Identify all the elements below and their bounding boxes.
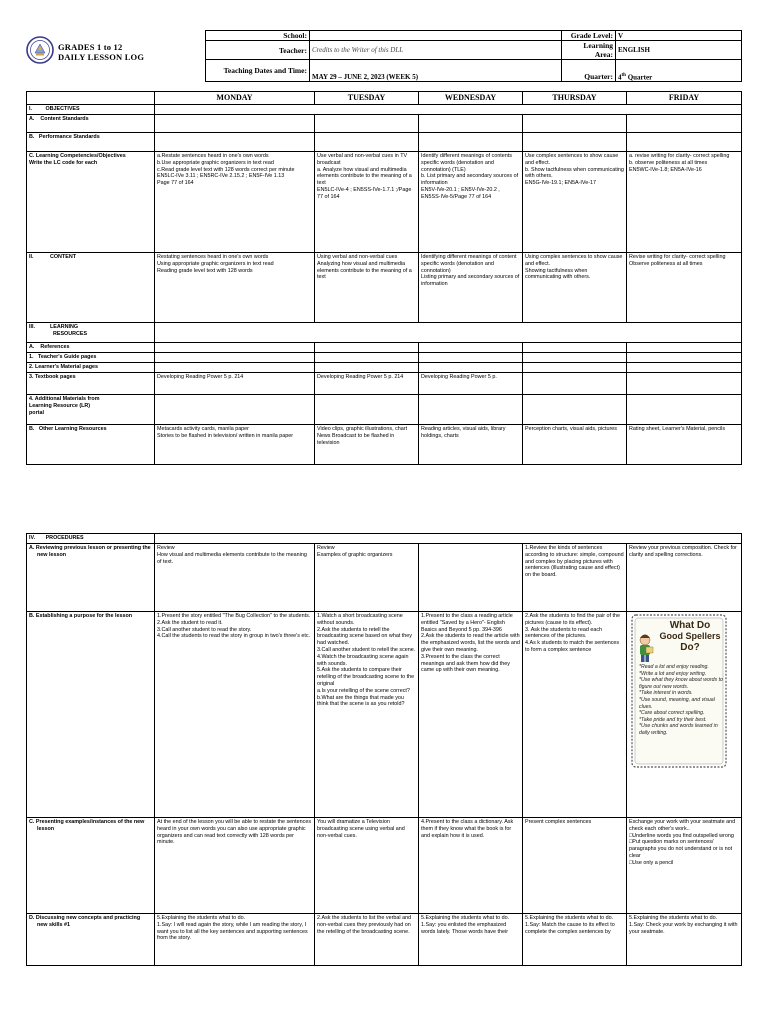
tg-thu	[523, 353, 627, 363]
b-friday	[627, 612, 742, 818]
textbook-pages-label: 3. Textbook pages	[27, 373, 155, 395]
discussing-concepts-label: D. Discussing new concepts and practicing new skills #1	[27, 914, 155, 966]
d-friday: 5.Explaining the students what to do. 1.Say: Check your work by exchanging it with your seatmate.	[627, 914, 742, 966]
c-monday: At the end of the lesson you will be able to restate the sentences heard in your own words you can also use appropriate graphic organizers and can read text correctly with 128 words per minute.	[155, 818, 315, 914]
lm-mon	[155, 363, 315, 373]
quarter-value: 4th Quarter	[616, 60, 742, 82]
teacher-value: Credits to the Writer of this DLL	[310, 41, 562, 60]
grade-value: V	[616, 31, 742, 41]
c-friday: Exchange your work with your seatmate and check each other's work.. □Underline words you find outspelled wrong □Put question marks on sentences/ paragraphs you do not understand or is not clear □Use only a pencil	[627, 818, 742, 914]
a-thursday: 1.Review the kinds of sentences according to structure: simple, compound and complex by placing pictures with sentences (illustrating cause and effect) on the board.	[523, 544, 627, 612]
a-friday: Review your previous composition. Check for clarity and spelling corrections.	[627, 544, 742, 612]
poster-title-2: Good Spellers	[659, 631, 721, 641]
cs-mon	[155, 115, 315, 133]
other-thursday: Perception charts, visual aids, pictures	[523, 425, 627, 465]
tb-tuesday: Developing Reading Power 5 p. 214	[315, 373, 419, 395]
content-wednesday: Identifying different meanings of content specific words (denotation and connotation) Listing primary and secondary sources of information	[419, 253, 523, 323]
ps-tue	[315, 133, 419, 152]
lm-thu	[523, 363, 627, 373]
day-header-wednesday: WEDNESDAY	[419, 92, 523, 105]
header-table	[205, 30, 742, 82]
other-resources-label: B. Other Learning Resources	[27, 425, 155, 465]
ps-thu	[523, 133, 627, 152]
ps-mon	[155, 133, 315, 152]
additional-materials-label: 4. Additional Materials from Learning Resource (LR) portal	[27, 395, 155, 425]
ref-wed	[419, 343, 523, 353]
objectives-row	[155, 105, 742, 115]
day-header-thursday: THURSDAY	[523, 92, 627, 105]
poster-item: *Care about correct spelling.	[639, 710, 705, 717]
lc-tuesday: Use verbal and non-verbal cues in TV broadcast a. Analyze how visual and multimedia elements contribute to the meaning of a text EN5LC-IVe-4 ; EN5SS-IVe-1.7.1 ;/Page 77 of 164	[315, 152, 419, 253]
content-tuesday: Using verbal and non-verbal cues Analyzing how visual and multimedia elements contribute to the meaning of a text	[315, 253, 419, 323]
procedures-row	[155, 534, 742, 544]
tb-wednesday: Developing Reading Power 5 p.	[419, 373, 523, 395]
dates-value: MAY 29 – JUNE 2, 2023 (WEEK 5)	[310, 60, 562, 82]
learners-material-label: 2. Learner's Material pages	[27, 363, 155, 373]
other-monday: Metacards activity cards, manila paper Stories to be flashed in television/ written in manila paper	[155, 425, 315, 465]
am-fri	[627, 395, 742, 425]
deped-seal-icon	[26, 36, 54, 64]
c-tuesday: You will dramatize a Television broadcasting scene using verbal and non-verbal cues.	[315, 818, 419, 914]
presenting-examples-label: C. Presenting examples/instances of the new lesson	[27, 818, 155, 914]
b-thursday: 2.Ask the students to find the pair of the pictures (cause to its effect). 3. Ask the students to read each sentences of the pictures. 4.As k students to match the sentences to form a complex sentence	[523, 612, 627, 818]
c-thursday: Present complex sentences	[523, 818, 627, 914]
establishing-purpose-label: B. Establishing a purpose for the lesson	[27, 612, 155, 818]
am-mon	[155, 395, 315, 425]
b-monday: 1.Present the story entitled "The Bug Collection" to the students. 2.Ask the student to read it. 3.Call another student to read the story. 4.Call the students to read the story in group in two's three's etc.	[155, 612, 315, 818]
poster-item: *Read a lot and enjoy reading.	[639, 664, 709, 670]
area-label: Learning Area:	[562, 41, 616, 60]
lm-wed	[419, 363, 523, 373]
lc-monday: a.Restate sentences heard in one's own words b.Use appropriate graphic organizers in text read c.Read grade level text with 128 words correct per minute EN5LC-IVe 3.11 ; EN5RC-IVe 2.15.2 ; EN5F-IVe 1.13 Page 77 of 164	[155, 152, 315, 253]
d-monday: 5.Explaining the students what to do. 1.Say: I will read again the story, while I am reading the story, I want you to list all the key sentences and supporting sentences from the story.	[155, 914, 315, 966]
day-header-monday: MONDAY	[155, 92, 315, 105]
tg-mon	[155, 353, 315, 363]
learning-resources-row	[155, 323, 742, 343]
title-line-2: DAILY LESSON LOG	[58, 52, 145, 62]
other-tuesday: Video clips, graphic illustrations, chart News Broadcast to be flashed in television	[315, 425, 419, 465]
ref-mon	[155, 343, 315, 353]
references-label: A. References	[27, 343, 155, 353]
content-standards-label: A. Content Standards	[27, 115, 155, 133]
poster-item: *Write a lot and enjoy writing.	[639, 670, 707, 677]
good-spellers-poster	[631, 614, 727, 768]
tg-tue	[315, 353, 419, 363]
tg-wed	[419, 353, 523, 363]
other-wednesday: Reading articles, visual aids, library holdings, charts	[419, 425, 523, 465]
lm-fri	[627, 363, 742, 373]
ps-wed	[419, 133, 523, 152]
content-heading: II. CONTENT	[27, 253, 155, 323]
lc-wednesday: Identify different meanings of contents specific words (denotation and connotation) (TLE) b. List primary and secondary sources of information EN5V-IVe-20.1 ; EN5V-IVe-20.2 , EN5SS-IVe-5/Page 77 of 164	[419, 152, 523, 253]
performance-standards-label: B. Performance Standards	[27, 133, 155, 152]
ref-thu	[523, 343, 627, 353]
am-wed	[419, 395, 523, 425]
content-thursday: Using complex sentences to show cause and effect. Showing tactfulness when communicating with others.	[523, 253, 627, 323]
cs-wed	[419, 115, 523, 133]
d-tuesday: 2.Ask the students to list the verbal and non-verbal cues they previously had on the retelling of the broadcasting scene.	[315, 914, 419, 966]
lm-tue	[315, 363, 419, 373]
poster-item: *Take interest in words.	[639, 690, 693, 697]
procedures-heading: IV. PROCEDURES	[27, 534, 155, 544]
lc-friday: a. revise writing for clarity- correct spelling b. observe politeness at all times EN5WC-IVe-1.8; EN5A-IVe-16	[627, 152, 742, 253]
a-wednesday	[419, 544, 523, 612]
lc-thursday: Use complex sentences to show cause and effect. b. Show tactfulness when communicating with others. EN5G-IVe-19.1; EN5A-IVe-17	[523, 152, 627, 253]
day-header-tuesday: TUESDAY	[315, 92, 419, 105]
tb-monday: Developing Reading Power 5 p. 214	[155, 373, 315, 395]
other-friday: Rating sheet, Learner's Material, pencils	[627, 425, 742, 465]
cs-tue	[315, 115, 419, 133]
learning-resources-heading: III. LEARNING RESOURCES	[27, 323, 155, 343]
c-wednesday: 4.Present to the class a dictionary. Ask them if they know what the book is for and explain how it is used.	[419, 818, 523, 914]
deped-logo-block	[26, 34, 206, 68]
tg-fri	[627, 353, 742, 363]
blank-corner	[27, 92, 155, 105]
reviewing-label: A. Reviewing previous lesson or presenting the new lesson	[27, 544, 155, 612]
poster-title-1: What Do	[669, 620, 711, 631]
area-value: ENGLISH	[616, 41, 742, 60]
learning-competencies-label: C. Learning Competencies/Objectives Write the LC code for each	[27, 152, 155, 253]
objectives-heading: I. OBJECTIVES	[27, 105, 155, 115]
poster-item: *Use what they know about words to figure out new words.	[639, 677, 723, 690]
am-tue	[315, 395, 419, 425]
content-friday: Revise writing for clarity- correct spelling Observe politeness at all times	[627, 253, 742, 323]
b-wednesday: 1.Present to the class a reading article entitled "Saved by a Hero"- English Basics and Beyond 5 pp. 394-396 2.Ask the students to read the article with the emphasized words, list the words and give their own meaning. 3.Present to the class the correct meanings and ask them how did they came up with their own meaning.	[419, 612, 523, 818]
a-tuesday: Review Examples of graphic organizers	[315, 544, 419, 612]
a-monday: Review How visual and multimedia elements contribute to the meaning of text.	[155, 544, 315, 612]
school-value	[310, 31, 562, 41]
d-thursday: 5.Explaining the students what to do. 1.Say: Match the cause to its effect to complete the complex sentences by	[523, 914, 627, 966]
day-header-friday: FRIDAY	[627, 92, 742, 105]
grade-label: Grade Level:	[562, 31, 616, 41]
poster-title-3: Do?	[680, 642, 700, 653]
teachers-guide-label: 1. Teacher's Guide pages	[27, 353, 155, 363]
tb-friday	[627, 373, 742, 395]
ref-tue	[315, 343, 419, 353]
cs-fri	[627, 115, 742, 133]
school-label: School:	[206, 31, 310, 41]
cs-thu	[523, 115, 627, 133]
tb-thursday	[523, 373, 627, 395]
dates-label: Teaching Dates and Time:	[206, 60, 310, 82]
lesson-table-2	[26, 533, 742, 966]
lesson-table-1	[26, 91, 742, 465]
content-monday: Restating sentences heard in one's own words Using appropriate graphic organizers in text read Reading grade level text with 128 words	[155, 253, 315, 323]
ps-fri	[627, 133, 742, 152]
poster-item: *Take pride and try their best.	[639, 716, 707, 723]
poster-item: *Use chunks and words learned in daily writing.	[639, 723, 718, 736]
poster-item: *Use sound, meaning, and visual clues.	[639, 696, 715, 710]
d-wednesday: 5.Explaining the students what to do. 1.Say: you enlisted the emphasized words lately. Those words have their	[419, 914, 523, 966]
ref-fri	[627, 343, 742, 353]
am-thu	[523, 395, 627, 425]
quarter-label: Quarter:	[562, 60, 616, 82]
title-line-1: GRADES 1 to 12	[58, 42, 123, 52]
teacher-label: Teacher:	[206, 41, 310, 60]
b-tuesday: 1.Watch a short broadcasting scene without sounds. 2.Ask the students to retell the broadcasting scene based on what they had watched. 3.Call another student to retell the scene. 4.Watch the broadcasting scene again with sounds. 5.Ask the students to compare their retelling of the broadcasting scene to the original a.Is your retelling of the scene correct? b.What are the things that made you think that the scene is as you retold?	[315, 612, 419, 818]
